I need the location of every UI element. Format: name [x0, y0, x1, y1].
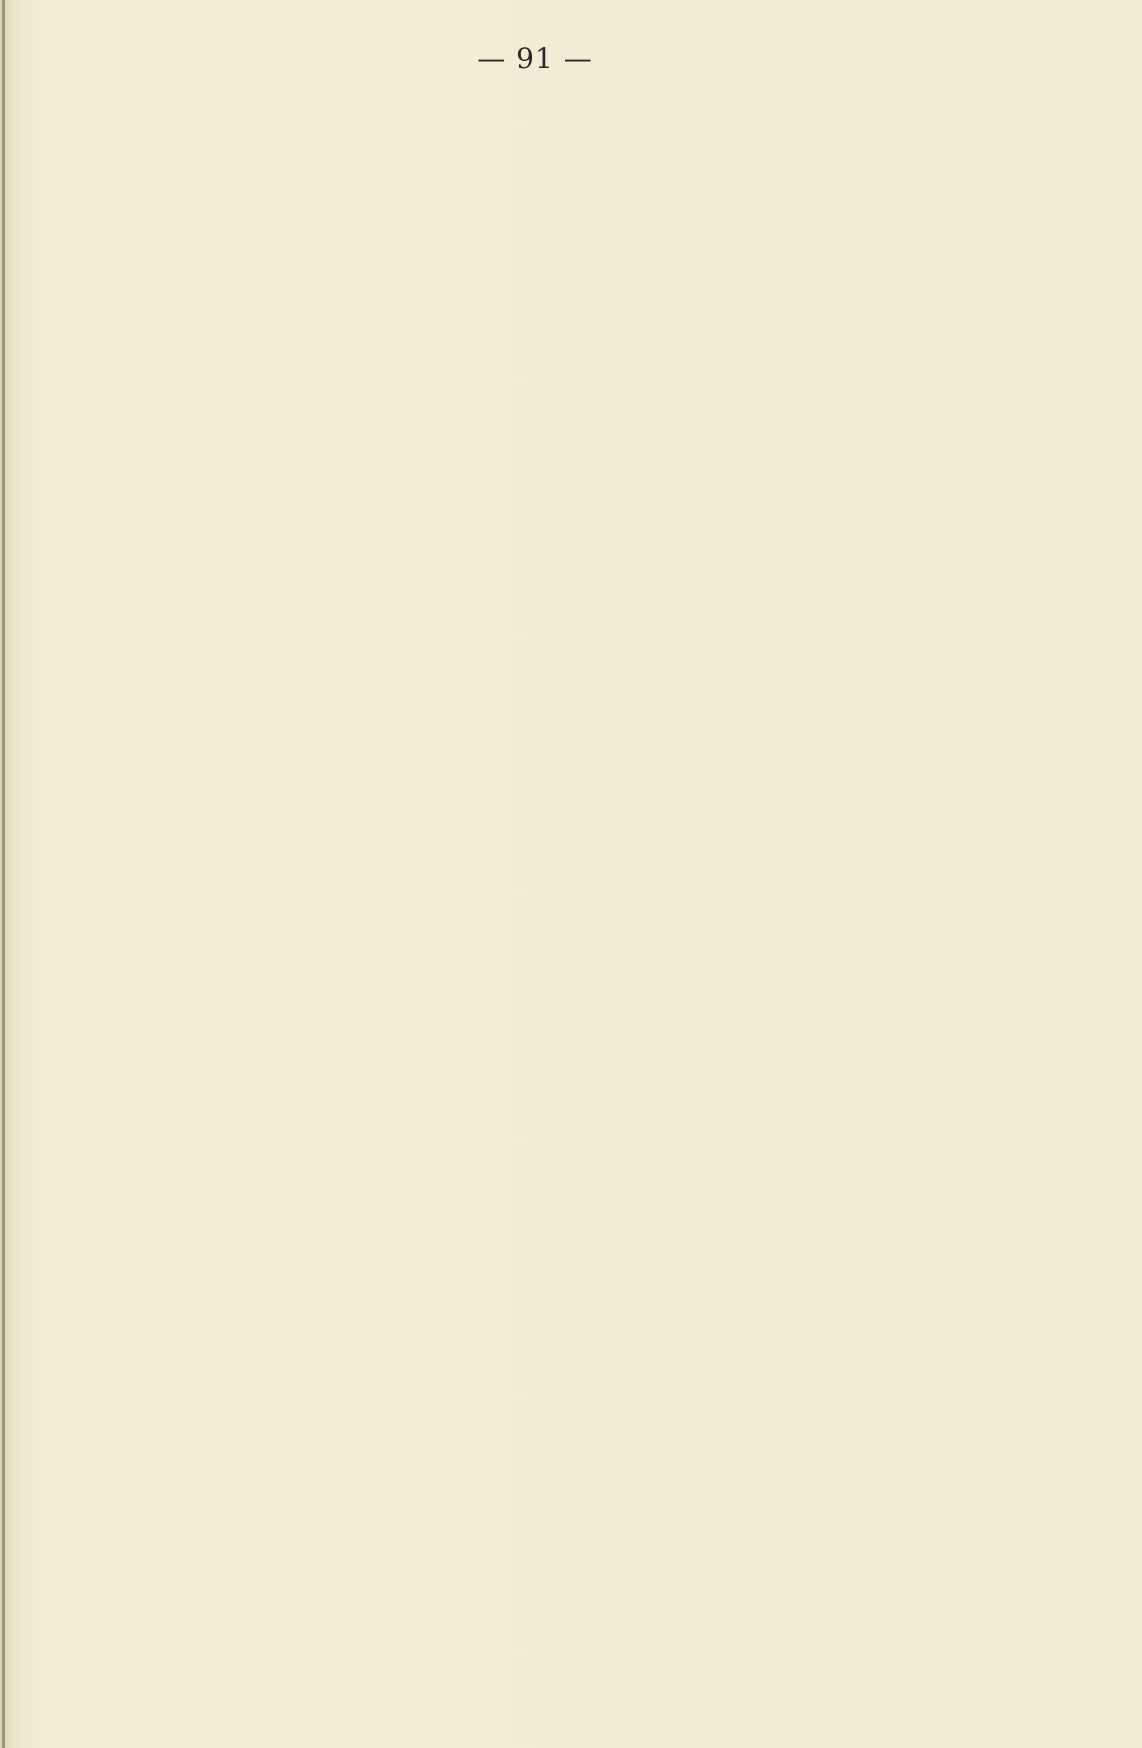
page-number: — 91 — [477, 42, 593, 75]
page-edge [2, 0, 5, 1748]
